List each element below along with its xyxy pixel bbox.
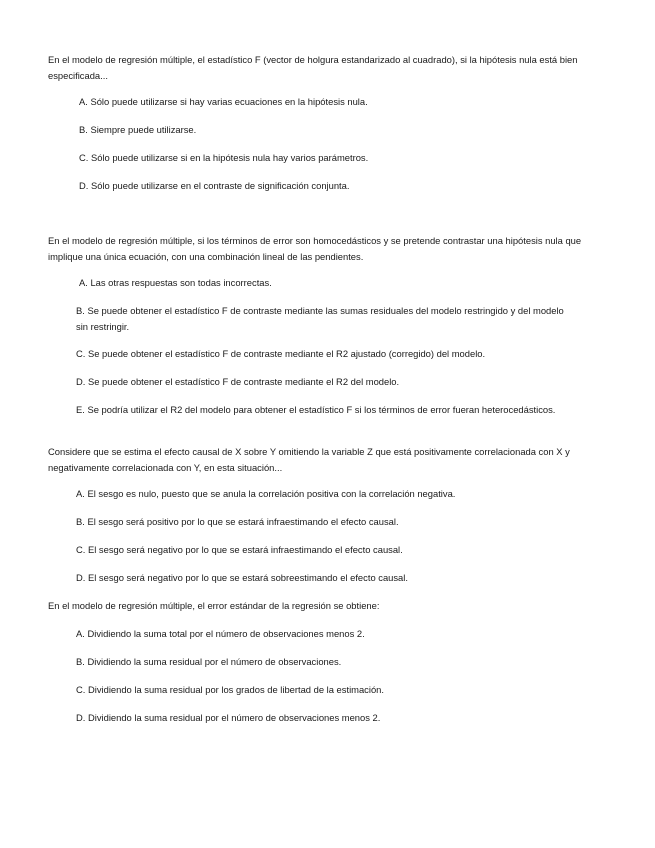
question-2-stem: En el modelo de regresión múltiple, si los términos de error son homocedásticos y se pretende contrastar una hipótesis nula que implique una única ecuación, con una combinación lineal de las pendientes.	[48, 235, 582, 262]
question-1-option-a[interactable]: A. Sólo puede utilizarse si hay varias ecuaciones en la hipótesis nula.	[79, 96, 368, 107]
question-3-option-a[interactable]: A. El sesgo es nulo, puesto que se anula la correlación positiva con la correlación negativa.	[76, 488, 456, 499]
question-4-option-c[interactable]: C. Dividiendo la suma residual por los grados de libertad de la estimación.	[76, 684, 384, 695]
question-4-option-d[interactable]: D. Dividiendo la suma residual por el número de observaciones menos 2.	[76, 712, 381, 723]
question-3-option-d[interactable]: D. El sesgo será negativo por lo que se estará sobreestimando el efecto causal.	[76, 572, 408, 583]
question-3-stem: Considere que se estima el efecto causal de X sobre Y omitiendo la variable Z que está positivamente correlacionada con X y negativamente correlacionada con Y, en esta situación...	[48, 446, 570, 473]
question-4-stem: En el modelo de regresión múltiple, el error estándar de la regresión se obtiene:	[48, 600, 380, 611]
question-2-option-b[interactable]: B. Se puede obtener el estadístico F de contraste mediante las sumas residuales del modelo restringido y del modelo sin restringir.	[76, 305, 564, 332]
question-4-option-b[interactable]: B. Dividiendo la suma residual por el número de observaciones.	[76, 656, 342, 667]
question-1-option-d[interactable]: D. Sólo puede utilizarse en el contraste de significación conjunta.	[79, 180, 350, 191]
question-3-option-b[interactable]: B. El sesgo será positivo por lo que se estará infraestimando el efecto causal.	[76, 516, 399, 527]
question-1-stem: En el modelo de regresión múltiple, el estadístico F (vector de holgura estandarizado al cuadrado), si la hipótesis nula está bien especificada...	[48, 54, 578, 81]
question-4-option-a[interactable]: A. Dividiendo la suma total por el número de observaciones menos 2.	[76, 628, 365, 639]
question-2-option-a[interactable]: A. Las otras respuestas son todas incorrectas.	[79, 277, 272, 288]
question-1-option-c[interactable]: C. Sólo puede utilizarse si en la hipótesis nula hay varios parámetros.	[79, 152, 369, 163]
question-2-option-e[interactable]: E. Se podría utilizar el R2 del modelo para obtener el estadístico F si los términos de error fueran heterocedásticos.	[76, 404, 556, 415]
question-1-option-b[interactable]: B. Siempre puede utilizarse.	[79, 124, 197, 135]
question-2-option-c[interactable]: C. Se puede obtener el estadístico F de contraste mediante el R2 ajustado (corregido) del modelo.	[76, 348, 486, 359]
question-2-option-d[interactable]: D. Se puede obtener el estadístico F de contraste mediante el R2 del modelo.	[76, 376, 400, 387]
question-3-option-c[interactable]: C. El sesgo será negativo por lo que se estará infraestimando el efecto causal.	[76, 544, 403, 555]
